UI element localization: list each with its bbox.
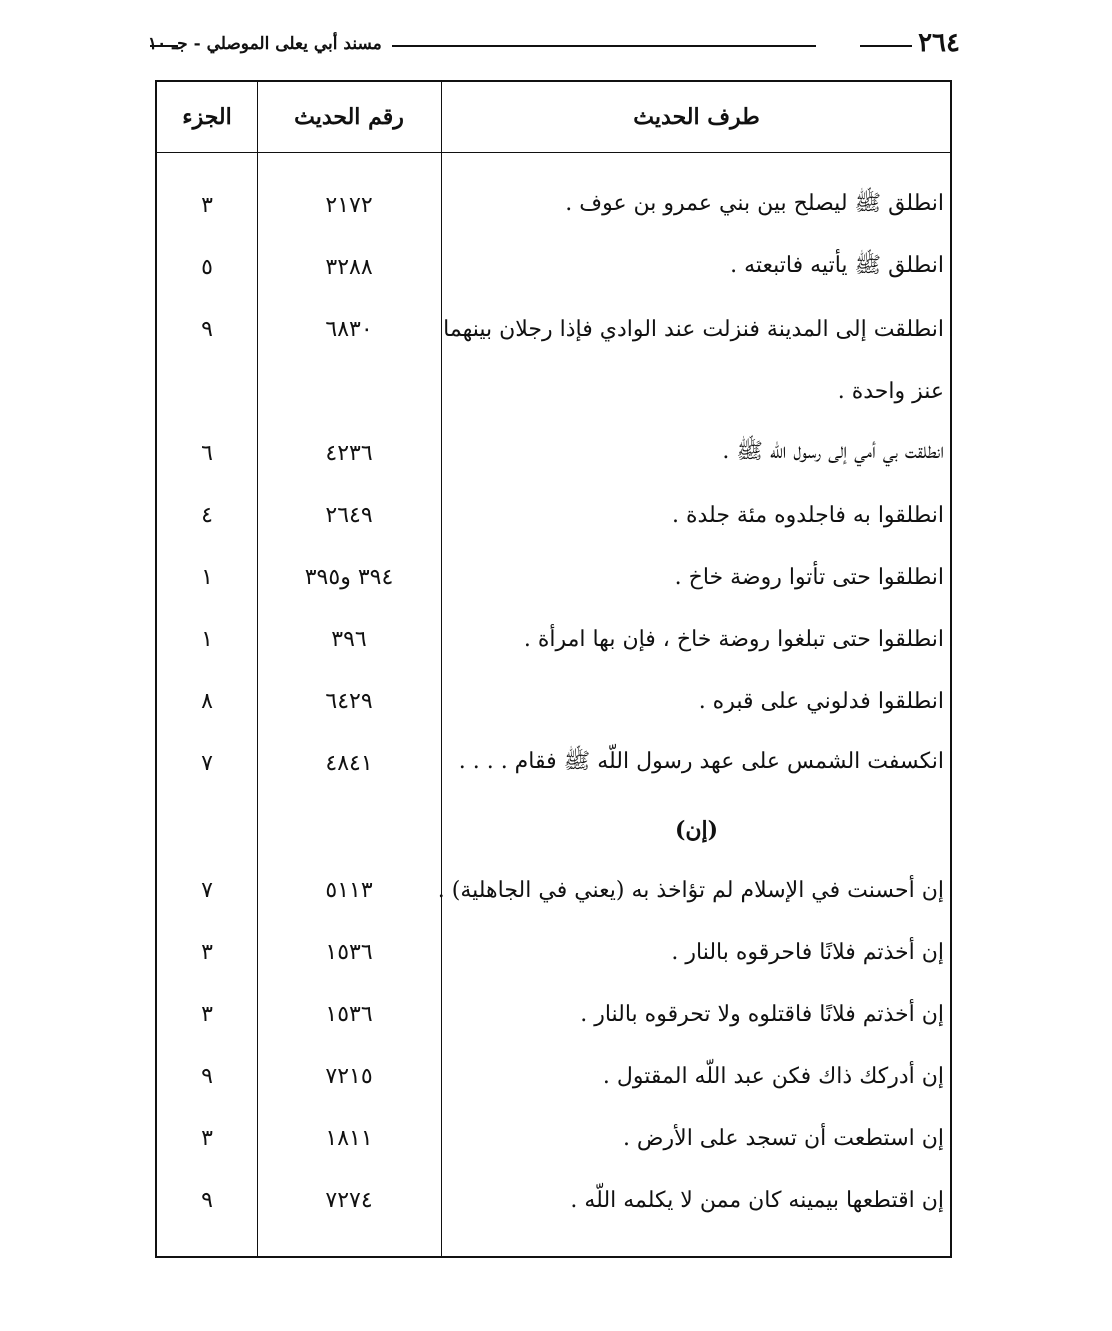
volume-part: ١ xyxy=(201,564,213,590)
table-row xyxy=(157,371,950,411)
hadith-number: ٣٢٨٨ xyxy=(325,254,373,280)
table-row xyxy=(157,1056,950,1096)
table-row xyxy=(157,247,950,287)
hadith-number: ١٨١١ xyxy=(325,1125,373,1151)
header-rule-left xyxy=(150,45,178,47)
running-title: مسند أبي يعلى الموصلي - جـ ١٠ xyxy=(148,34,382,54)
hadith-text: انطلقت إلى المدينة فنزلت عند الوادي فإذا رجلان بينهما xyxy=(443,316,944,342)
hadith-number: ٣٩٤ و٣٩٥ xyxy=(304,564,394,590)
hadith-text: عنز واحدة . xyxy=(837,378,944,404)
column-header-part: الجزء xyxy=(182,104,232,130)
volume-part: ٤ xyxy=(201,502,213,528)
hadith-text: انطلقوا به فاجلدوه مئة جلدة . xyxy=(671,502,944,528)
hadith-text: انطلقوا حتى تبلغوا روضة خاخ ، فإن بها امرأة . xyxy=(523,626,944,652)
table-row xyxy=(157,870,950,910)
hadith-text: انطلق ﷺ يأتيه فاتبعته . xyxy=(730,253,944,278)
hadith-text: إن استطعت أن تسجد على الأرض . xyxy=(622,1125,944,1151)
table-row xyxy=(157,619,950,659)
hadith-text: انطلقوا فدلوني على قبره . xyxy=(698,688,944,714)
hadith-number: ١٥٣٦ xyxy=(325,1001,373,1027)
hadith-number: ٦٨٣٠ xyxy=(325,316,373,342)
hadith-number: ٦٤٢٩ xyxy=(325,688,373,714)
volume-part: ٩ xyxy=(201,1063,213,1089)
table-row xyxy=(157,994,950,1034)
column-header-text: طرف الحديث xyxy=(633,104,760,130)
hadith-number: ٧٢١٥ xyxy=(325,1063,373,1089)
volume-part: ٣ xyxy=(201,192,213,218)
hadith-number: ١٥٣٦ xyxy=(325,939,373,965)
volume-part: ١ xyxy=(201,626,213,652)
hadith-text: انطلقوا حتى تأتوا روضة خاخ . xyxy=(674,564,944,590)
hadith-index-table xyxy=(155,80,952,1258)
hadith-text: إن أدركك ذاك فكن عبد اللّه المقتول . xyxy=(602,1063,944,1089)
column-header-number: رقم الحديث xyxy=(294,104,404,130)
header-rule-middle xyxy=(392,45,816,47)
hadith-text: انطلق ﷺ ليصلح بين بني عمرو بن عوف . xyxy=(565,191,944,216)
section-heading: (إن) xyxy=(674,817,719,843)
hadith-number: ٤٨٤١ xyxy=(325,750,373,776)
volume-part xyxy=(157,371,257,411)
volume-part: ٧ xyxy=(201,877,213,903)
hadith-text: إن أخذتم فلانًا فاقتلوه ولا تحرقوه بالنار . xyxy=(580,1001,944,1027)
table-row xyxy=(157,495,950,535)
page-number: ٢٦٤ xyxy=(918,28,960,58)
hadith-text: إن أحسنت في الإسلام لم تؤاخذ به (يعني في الجاهلية) . xyxy=(437,877,944,903)
volume-part: ٨ xyxy=(201,688,213,714)
hadith-text: إن أخذتم فلانًا فاحرقوه بالنار . xyxy=(671,939,944,965)
hadith-number: ٧٢٧٤ xyxy=(325,1187,373,1213)
table-row xyxy=(157,1118,950,1158)
table-row xyxy=(157,681,950,721)
volume-part: ٦ xyxy=(201,440,213,466)
table-row xyxy=(157,932,950,972)
hadith-number: ٤٢٣٦ xyxy=(325,440,373,466)
header-row-divider xyxy=(157,152,950,153)
hadith-number xyxy=(257,371,441,411)
table-row xyxy=(157,743,950,783)
hadith-number: ٥١١٣ xyxy=(325,877,373,903)
header-rule-right xyxy=(860,45,912,47)
hadith-number: ٢٦٤٩ xyxy=(325,502,373,528)
volume-part: ٣ xyxy=(201,939,213,965)
table-row xyxy=(157,433,950,473)
table-row xyxy=(157,1180,950,1220)
volume-part: ٣ xyxy=(201,1001,213,1027)
volume-part: ٣ xyxy=(201,1125,213,1151)
hadith-number: ٢١٧٢ xyxy=(325,192,373,218)
volume-part: ٩ xyxy=(201,1187,213,1213)
hadith-number: ٣٩٦ xyxy=(331,626,367,652)
hadith-text: انطلقت بي أمي إلى رسول اللّه ﷺ . xyxy=(722,439,944,464)
volume-part: ٧ xyxy=(201,750,213,776)
hadith-text: انكسفت الشمس على عهد رسول اللّه ﷺ فقام . . . . xyxy=(458,749,944,774)
volume-part: ٥ xyxy=(201,254,213,280)
table-row xyxy=(157,557,950,597)
hadith-text: إن اقتطعها بيمينه كان ممن لا يكلمه اللّه . xyxy=(570,1187,944,1213)
table-row xyxy=(157,309,950,349)
volume-part: ٩ xyxy=(201,316,213,342)
table-row xyxy=(157,185,950,225)
